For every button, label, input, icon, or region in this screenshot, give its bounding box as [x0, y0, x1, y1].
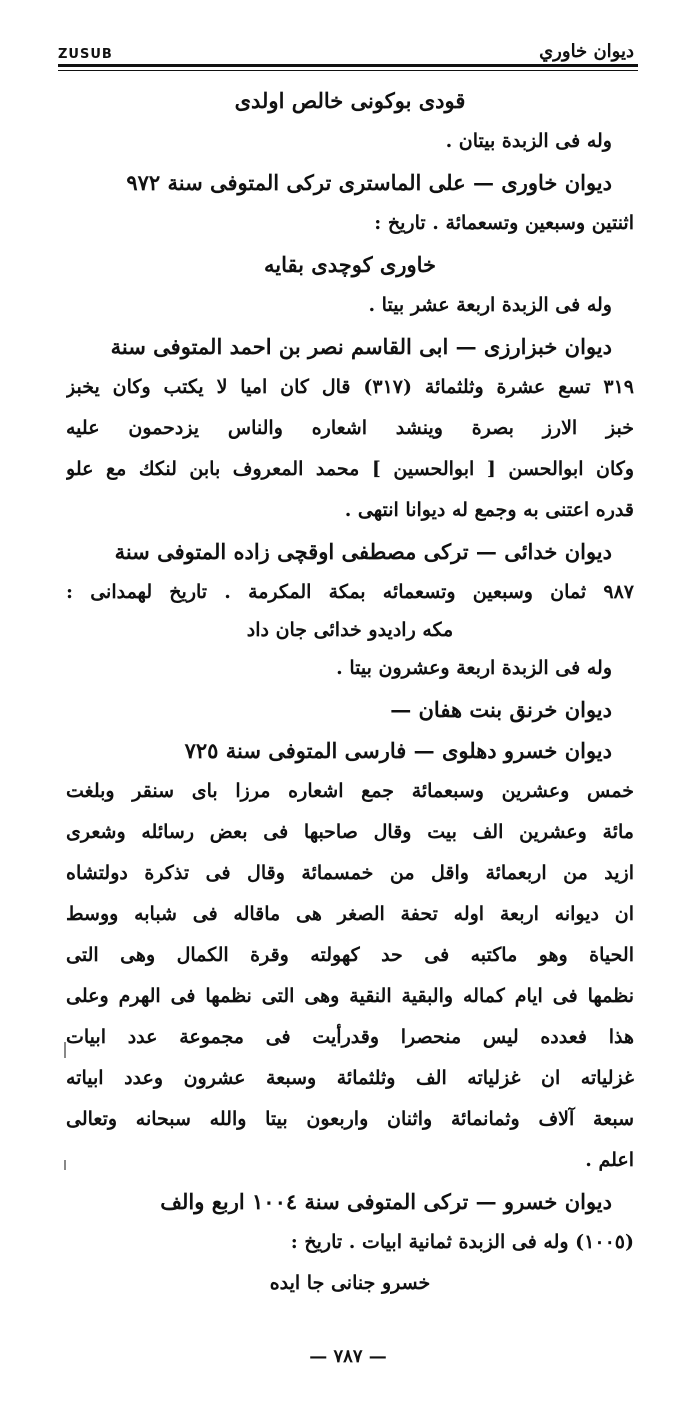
text-line: ديوان خسرو — تركى المتوفى سنة ١٠٠٤ اربع والف — [160, 1189, 612, 1214]
text-line: ديوان خسرو دهلوى — فارسى المتوفى سنة ٧٢٥ — [184, 738, 612, 763]
text-line: ديوان خبزارزى — ابى القاسم نصر بن احمد المتوفى سنة — [110, 334, 612, 359]
text-line: مكه راديدو خدائى جان داد — [246, 619, 454, 641]
text-line: ديوان خرنق بنت هفان — — [390, 697, 612, 722]
text-line: غزلياته ان غزلياته الف وثلثمائة وسبعة عشرون وعدد ابياته — [66, 1067, 634, 1089]
text-line: اثنتين وسبعين وتسعمائة . تاريخ : — [374, 212, 634, 234]
header-rule-thick — [58, 64, 638, 67]
text-line: ان ديوانه اربعة اوله تحفة الصغر هى ماقاله فى شبابه ووسط — [66, 903, 634, 925]
text-line: ديوان خاورى — على الماسترى تركى المتوفى سنة ٩٧٢ — [126, 170, 612, 195]
page-number: — ٧٨٧ — — [309, 1346, 387, 1367]
text-line: ازيد من اربعمائة واقل من خمسمائة وقال فى تذكرة دولتشاه — [66, 862, 634, 884]
text-line: قودى بوكونى خالص اولدى — [234, 88, 466, 113]
text-line: وله فى الزبدة بيتان . — [445, 130, 612, 152]
text-line: وكان ابوالحسن [ ابوالحسين ] محمد المعروف بابن لنكك مع علو — [66, 458, 634, 480]
text-line: خمس وعشرين وسبعمائة جمع اشعاره مرزا باى سنقر وبلغت — [66, 780, 634, 802]
text-line: نظمها فى ايام كماله والبقية النقية وهى التى نظمها فى الهرم وعلى — [66, 985, 634, 1007]
text-line: وله فى الزبدة اربعة عشر بيتا . — [368, 294, 612, 316]
text-line: اعلم . — [585, 1149, 634, 1171]
page-header — [58, 28, 634, 62]
text-line: خاورى كوچدى بقايه — [264, 252, 436, 277]
text-line: ٣١٩ تسع عشرة وثلثمائة (٣١٧) قال كان اميا لا يكتب وكان يخبز — [66, 376, 634, 398]
text-line: سبعة آلاف وثمانمائة واثنان واربعون بيتا والله سبحانه وتعالى — [66, 1108, 634, 1130]
margin-mark — [64, 1042, 66, 1058]
running-title: ديوان خاوري — [539, 41, 634, 62]
text-line: الحياة وهو ماكتبه فى حد كهولته وقرة الكمال وهى التى — [66, 944, 634, 966]
text-line: وله فى الزبدة اربعة وعشرون بيتا . — [336, 657, 612, 679]
text-line: ٩٨٧ ثمان وسبعين وتسعمائه بمكة المكرمة . تاريخ لهمدانى : — [66, 581, 634, 603]
text-line: مائة وعشرين الف بيت وقال صاحبها فى بعض رسائله وشعرى — [66, 821, 634, 843]
text-line: قدره اعتنى به وجمع له ديوانا انتهى . — [344, 499, 634, 521]
header-left-mark: ZUSUB — [58, 47, 113, 62]
text-line: هذا فعدده ليس منحصرا وقدرأيت فى مجموعة عدد ابيات — [66, 1026, 634, 1048]
text-line: خسرو جنانى جا ايده — [269, 1272, 431, 1294]
text-line: ديوان خدائى — تركى مصطفى اوقچى زاده المتوفى سنة — [114, 539, 612, 564]
header-rule-thin — [58, 70, 638, 71]
page-body — [66, 80, 634, 1304]
margin-mark — [64, 1160, 66, 1170]
text-line: (١٠٠٥) وله فى الزبدة ثمانية ابيات . تاريخ : — [290, 1231, 634, 1253]
text-line: خبز الارز بصرة وينشد اشعاره والناس يزدحمون عليه — [66, 417, 634, 439]
